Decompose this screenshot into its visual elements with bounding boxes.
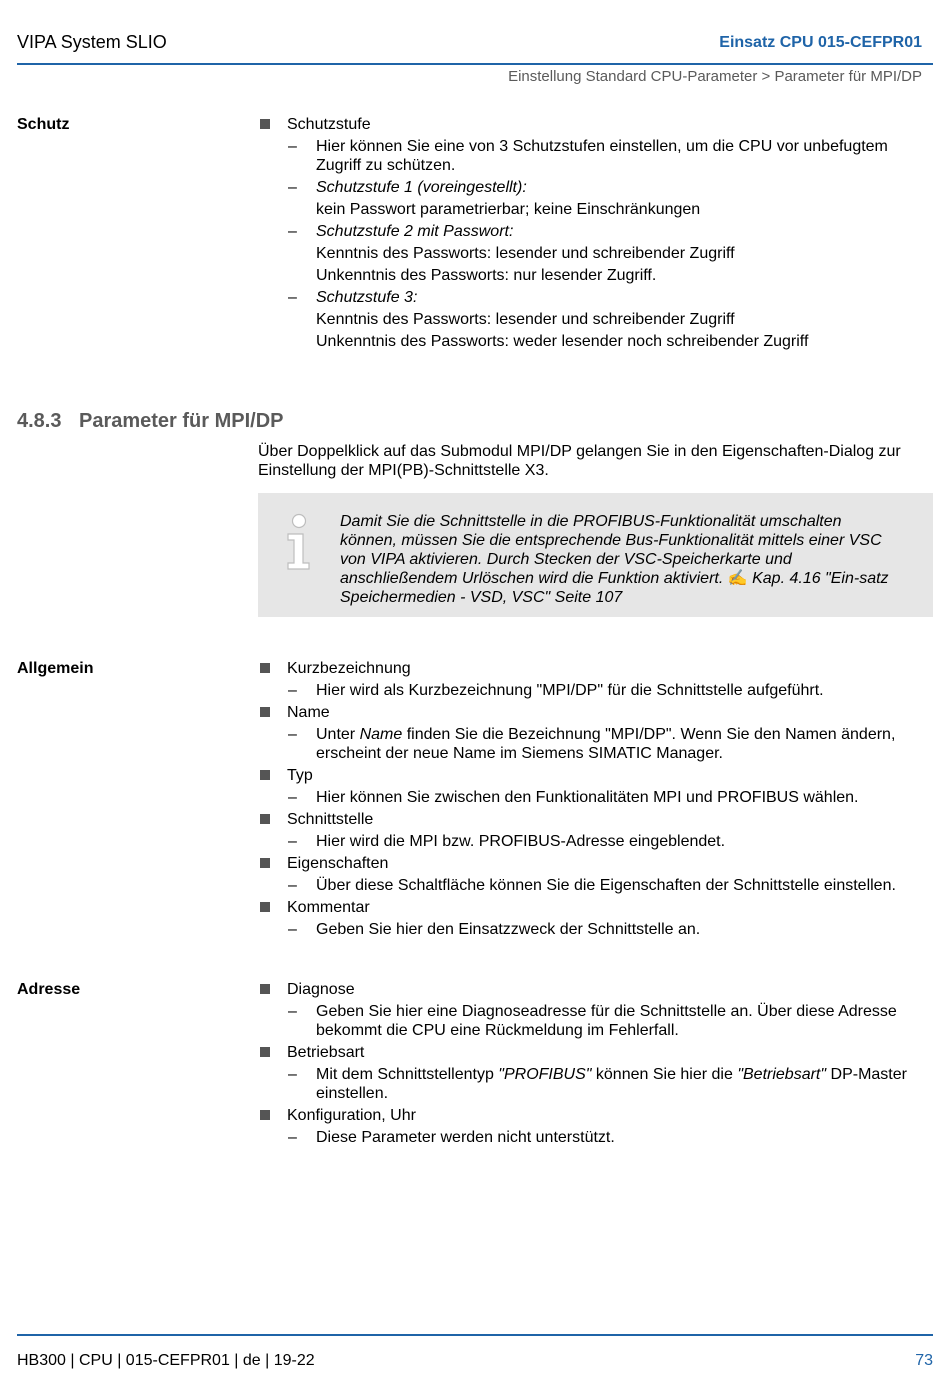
header-divider xyxy=(17,63,933,65)
sub-item-continuation: kein Passwort parametrierbar; keine Einschränkungen xyxy=(316,201,701,218)
schutz-list xyxy=(258,114,933,353)
dash-marker: – xyxy=(288,1066,297,1083)
bullet-label: Eigenschaften xyxy=(287,855,389,872)
sub-item-text: Hier wird die MPI bzw. PROFIBUS-Adresse eingeblendet. xyxy=(316,833,726,850)
sub-item-text: Geben Sie hier eine Diagnoseadresse für die Schnittstelle an. Über diese Adresse bekommt die CPU eine Rückmeldung im Fehlerfall. xyxy=(316,1003,897,1039)
list-item xyxy=(258,1105,933,1127)
sub-item-continuation: Kenntnis des Passworts: lesender und schreibender Zugriff xyxy=(316,245,735,262)
side-label-schutz: Schutz xyxy=(17,116,70,133)
header-doc-title: VIPA System SLIO xyxy=(17,32,167,52)
sub-item xyxy=(258,1001,933,1042)
info-icon xyxy=(284,513,314,573)
allgemein-list xyxy=(258,658,933,941)
sub-item-text-post: DP-Master einstellen. xyxy=(316,1066,907,1102)
dash-marker: – xyxy=(288,682,297,699)
sub-item-text: Schutzstufe 3: xyxy=(316,289,418,306)
bullet-label: Schnittstelle xyxy=(287,811,374,828)
square-bullet-icon xyxy=(260,1047,270,1057)
section-number: 4.8.3 xyxy=(17,410,62,432)
square-bullet-icon xyxy=(260,1110,270,1120)
dash-marker: – xyxy=(288,726,297,743)
sub-item xyxy=(258,831,933,853)
dash-marker: – xyxy=(288,877,297,894)
bullet-label: Kurzbezeichnung xyxy=(287,660,411,677)
note-cross-reference-link[interactable]: Kap. 4.16 "Ein-satz Speichermedien - VSD, VSC" Seite 107 xyxy=(340,570,889,606)
square-bullet-icon xyxy=(260,663,270,673)
square-bullet-icon xyxy=(260,770,270,780)
adresse-list xyxy=(258,979,933,1149)
section-heading xyxy=(17,410,284,433)
sub-item xyxy=(258,724,933,765)
dash-marker: – xyxy=(288,833,297,850)
note-text xyxy=(340,512,893,607)
list-item xyxy=(258,853,933,875)
note-box xyxy=(258,493,933,617)
sub-item-text: Über diese Schaltfläche können Sie die Eigenschaften der Schnittstelle einstellen. xyxy=(316,877,896,894)
bullet-label: Typ xyxy=(287,767,313,784)
sub-item-text: Hier können Sie zwischen den Funktionalitäten MPI und PROFIBUS wählen. xyxy=(316,789,859,806)
sub-item-text-emphasis: Name xyxy=(359,726,403,743)
sub-item-text-emphasis: "Betriebsart" xyxy=(737,1066,827,1083)
sub-item-text: Hier wird als Kurzbezeichnung "MPI/DP" für die Schnittstelle aufgeführt. xyxy=(316,682,824,699)
bullet-label: Kommentar xyxy=(287,899,370,916)
sub-item-text: Hier können Sie eine von 3 Schutzstufen einstellen, um die CPU vor unbefugtem Zugriff zu schützen. xyxy=(316,138,888,174)
footer-doc-id: HB300 | CPU | 015-CEFPR01 | de | 19-22 xyxy=(17,1352,315,1369)
sub-item-continuation: Kenntnis des Passworts: lesender und schreibender Zugriff xyxy=(316,311,735,328)
sub-item-text: Diese Parameter werden nicht unterstützt. xyxy=(316,1129,615,1146)
link-arrow-icon: ✍ xyxy=(727,570,748,587)
square-bullet-icon xyxy=(260,902,270,912)
dash-marker: – xyxy=(288,289,297,306)
section-intro: Über Doppelklick auf das Submodul MPI/DP gelangen Sie in den Eigenschaften-Dialog zur Einstellung der MPI(PB)-Schnittstelle X3. xyxy=(258,443,901,479)
sub-item-text-mid: können Sie hier die xyxy=(591,1066,738,1083)
list-item xyxy=(258,1042,933,1064)
square-bullet-icon xyxy=(260,814,270,824)
footer-divider xyxy=(17,1334,933,1336)
list-item xyxy=(258,809,933,831)
dash-marker: – xyxy=(288,223,297,240)
list-item xyxy=(258,658,933,680)
sub-item-text-pre: Unter xyxy=(316,726,360,743)
sub-item-text: Schutzstufe 2 mit Passwort: xyxy=(316,223,514,240)
bullet-label: Konfiguration, Uhr xyxy=(287,1107,416,1124)
sub-item-text: Geben Sie hier den Einsatzzweck der Schnittstelle an. xyxy=(316,921,701,938)
sub-item xyxy=(258,136,933,177)
bullet-label: Name xyxy=(287,704,330,721)
sub-item xyxy=(258,177,933,199)
dash-marker: – xyxy=(288,921,297,938)
dash-marker: – xyxy=(288,1129,297,1146)
sub-item-continuation: Unkenntnis des Passworts: weder lesender noch schreibender Zugriff xyxy=(316,333,809,350)
dash-marker: – xyxy=(288,138,297,155)
header-breadcrumb: Einstellung Standard CPU-Parameter > Parameter für MPI/DP xyxy=(508,68,922,85)
sub-item-text-pre: Mit dem Schnittstellentyp xyxy=(316,1066,499,1083)
dash-marker: – xyxy=(288,789,297,806)
sub-item xyxy=(258,875,933,897)
header-chapter-title: Einsatz CPU 015-CEFPR01 xyxy=(719,34,922,51)
list-item xyxy=(258,897,933,919)
sub-item xyxy=(258,221,933,243)
sub-item xyxy=(258,919,933,941)
square-bullet-icon xyxy=(260,858,270,868)
list-item xyxy=(258,702,933,724)
page-number: 73 xyxy=(915,1352,933,1369)
dash-marker: – xyxy=(288,1003,297,1020)
sub-item xyxy=(258,787,933,809)
sub-item xyxy=(258,1064,933,1105)
list-item xyxy=(258,765,933,787)
sub-item-continuation: Unkenntnis des Passworts: nur lesender Zugriff. xyxy=(316,267,657,284)
side-label-adresse: Adresse xyxy=(17,981,81,998)
sub-item-text: Schutzstufe 1 (voreingestellt): xyxy=(316,179,527,196)
note-body: Damit Sie die Schnittstelle in die PROFIBUS-Funktionalität umschalten können, müssen Sie die entsprechende Bus-Funktionalität mittels einer VSC von VIPA aktivieren. Durch Stecken der VSC-Speicherkarte und anschließendem Urlöschen wird die Funktion aktiviert. xyxy=(340,513,882,587)
square-bullet-icon xyxy=(260,984,270,994)
dash-marker: – xyxy=(288,179,297,196)
sub-item-text-post: finden Sie die Bezeichnung "MPI/DP". Wenn Sie den Namen ändern, erscheint der neue Name im Siemens SIMATIC Manager. xyxy=(316,726,896,762)
sub-item xyxy=(258,1127,933,1149)
square-bullet-icon xyxy=(260,707,270,717)
list-item xyxy=(258,114,933,136)
side-label-allgemein: Allgemein xyxy=(17,660,94,677)
sub-item xyxy=(258,287,933,309)
bullet-label: Schutzstufe xyxy=(287,116,371,133)
sub-item xyxy=(258,680,933,702)
bullet-label: Betriebsart xyxy=(287,1044,365,1061)
bullet-label: Diagnose xyxy=(287,981,355,998)
square-bullet-icon xyxy=(260,119,270,129)
section-title: Parameter für MPI/DP xyxy=(79,410,284,432)
list-item xyxy=(258,979,933,1001)
sub-item-text-emphasis: "PROFIBUS" xyxy=(498,1066,592,1083)
